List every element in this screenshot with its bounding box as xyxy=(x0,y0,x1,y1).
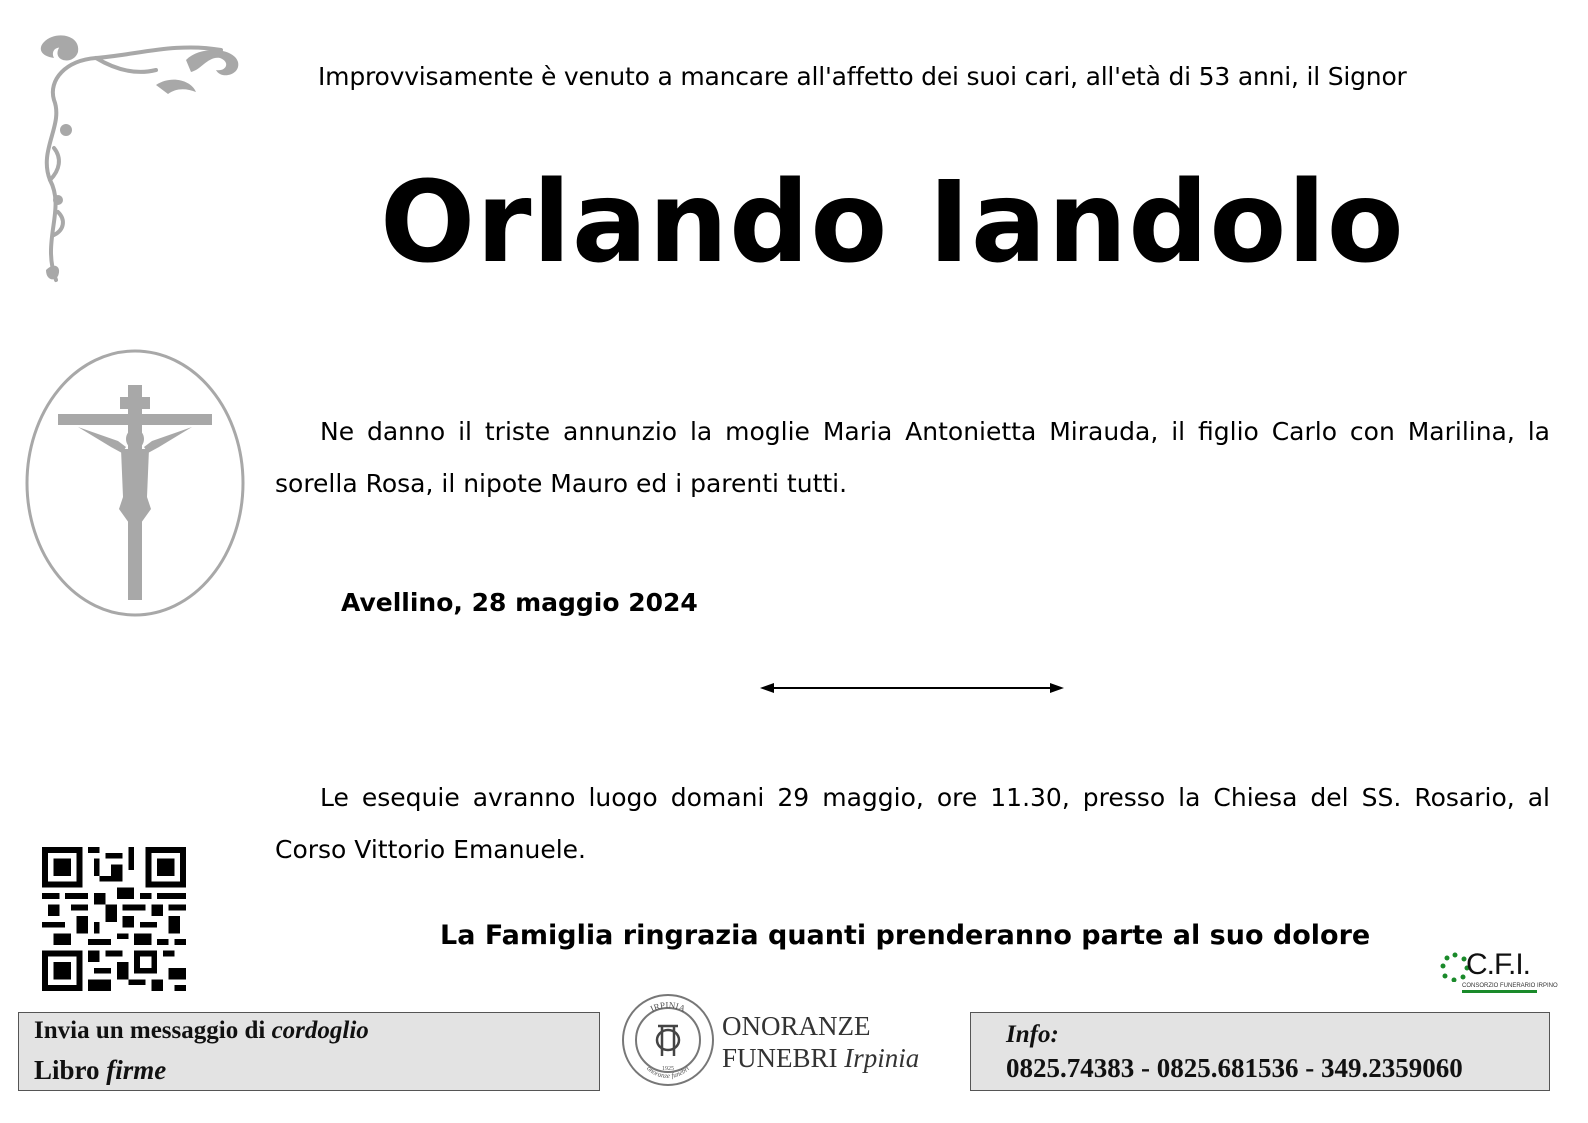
thanks-text: La Famiglia ringrazia quanti prenderanno parte al suo dolore xyxy=(440,920,1371,951)
corner-ornament xyxy=(36,30,246,285)
funeral-home-seal xyxy=(620,992,716,1088)
funeral-paragraph: Le esequie avranno luogo domani 29 maggio, ore 11.30, presso la Chiesa del SS. Rosario, al Corso Vittorio Emanuele. xyxy=(275,783,1550,864)
svg-text:IRPINIA: IRPINIA xyxy=(648,999,688,1014)
info-label: Info: xyxy=(1006,1021,1059,1048)
crucifix-icon xyxy=(23,347,247,619)
double-arrow-divider xyxy=(758,680,1066,696)
place-date: Avellino, 28 maggio 2024 xyxy=(341,588,698,617)
intro-text: Improvvisamente è venuto a mancare all'affetto dei suoi cari, all'età di 53 anni, il Signor xyxy=(318,62,1407,91)
cfi-label: C.F.I. xyxy=(1466,948,1531,981)
svg-text:1925: 1925 xyxy=(662,1066,674,1072)
phone-numbers[interactable]: 0825.74383 - 0825.681536 - 349.2359060 xyxy=(1006,1053,1463,1083)
cfi-bar xyxy=(1462,990,1537,993)
condolence-link[interactable]: Invia un messaggio di cordoglio xyxy=(34,1017,369,1044)
funeral-home-name: ONORANZE FUNEBRI Irpinia xyxy=(722,1011,920,1073)
info-box xyxy=(970,1012,1550,1091)
guestbook-link[interactable]: Libro firme xyxy=(34,1055,167,1085)
cfi-subtitle: CONSORZIO FUNERARIO IRPINO xyxy=(1462,983,1558,989)
announcement-paragraph: Ne danno il triste annunzio la moglie Maria Antonietta Mirauda, il figlio Carlo con Marilina, la sorella Rosa, il nipote Mauro ed i parenti tutti. xyxy=(275,417,1550,498)
svg-text:onoranze funebri: onoranze funebri xyxy=(645,1064,691,1081)
deceased-name: Orlando Iandolo xyxy=(380,158,1405,288)
condolence-box[interactable] xyxy=(18,1012,600,1091)
qr-code[interactable] xyxy=(42,847,186,991)
